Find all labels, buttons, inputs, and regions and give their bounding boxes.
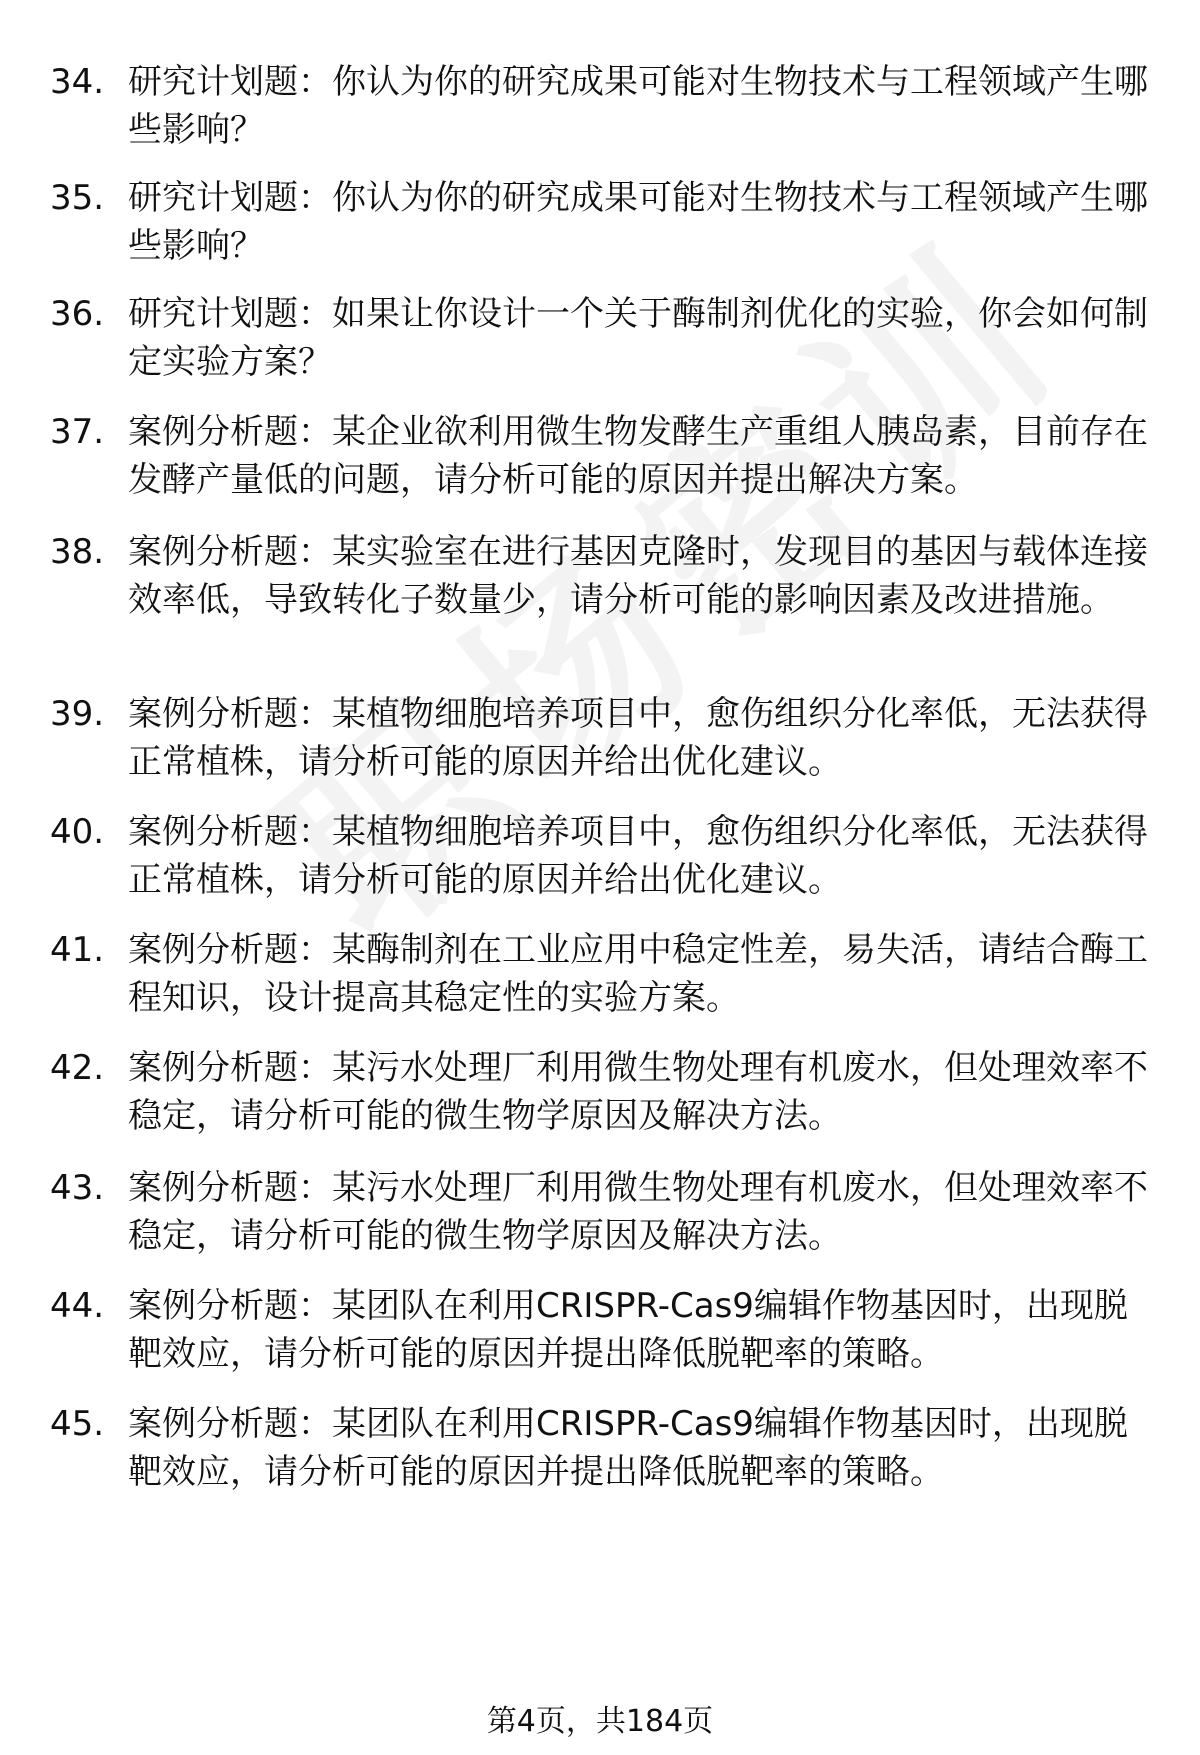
question-number: 44. (50, 1286, 105, 1326)
question-number: 40. (50, 812, 105, 852)
question-text: 案例分析题：某植物细胞培养项目中，愈伤组织分化率低，无法获得正常植株，请分析可能的原因并给出优化建议。 (128, 812, 1148, 900)
question-text: 案例分析题：某污水处理厂利用微生物处理有机废水，但处理效率不稳定，请分析可能的微生物学原因及解决方法。 (128, 1048, 1148, 1136)
question-number: 42. (50, 1048, 105, 1088)
question-text: 研究计划题：如果让你设计一个关于酶制剂优化的实验，你会如何制定实验方案？ (128, 294, 1148, 382)
question-number: 37. (50, 412, 105, 452)
question-number: 35. (50, 178, 105, 218)
question-number: 36. (50, 294, 105, 334)
question-number: 45. (50, 1404, 105, 1444)
question-number: 43. (50, 1168, 105, 1208)
question-number: 39. (50, 694, 105, 734)
question-number: 34. (50, 62, 105, 102)
question-text: 研究计划题：你认为你的研究成果可能对生物技术与工程领域产生哪些影响？ (128, 62, 1148, 150)
question-text: 案例分析题：某实验室在进行基因克隆时，发现目的基因与载体连接效率低，导致转化子数量少，请分析可能的影响因素及改进措施。 (128, 532, 1148, 620)
question-text: 案例分析题：某团队在利用CRISPR-Cas9编辑作物基因时，出现脱靶效应，请分析可能的原因并提出降低脱靶率的策略。 (128, 1286, 1128, 1374)
question-text: 案例分析题：某酶制剂在工业应用中稳定性差，易失活，请结合酶工程知识，设计提高其稳定性的实验方案。 (128, 930, 1148, 1018)
question-text: 案例分析题：某企业欲利用微生物发酵生产重组人胰岛素，目前存在发酵产量低的问题，请分析可能的原因并提出解决方案。 (128, 412, 1148, 500)
question-text: 案例分析题：某团队在利用CRISPR-Cas9编辑作物基因时，出现脱靶效应，请分析可能的原因并提出降低脱靶率的策略。 (128, 1404, 1128, 1492)
question-text: 研究计划题：你认为你的研究成果可能对生物技术与工程领域产生哪些影响？ (128, 178, 1148, 266)
question-text: 案例分析题：某污水处理厂利用微生物处理有机废水，但处理效率不稳定，请分析可能的微生物学原因及解决方法。 (128, 1168, 1148, 1256)
page-footer: 第4页，共184页 (486, 1704, 714, 1739)
question-number: 38. (50, 532, 105, 572)
question-number: 41. (50, 930, 105, 970)
question-text: 案例分析题：某植物细胞培养项目中，愈伤组织分化率低，无法获得正常植株，请分析可能的原因并给出优化建议。 (128, 694, 1148, 782)
